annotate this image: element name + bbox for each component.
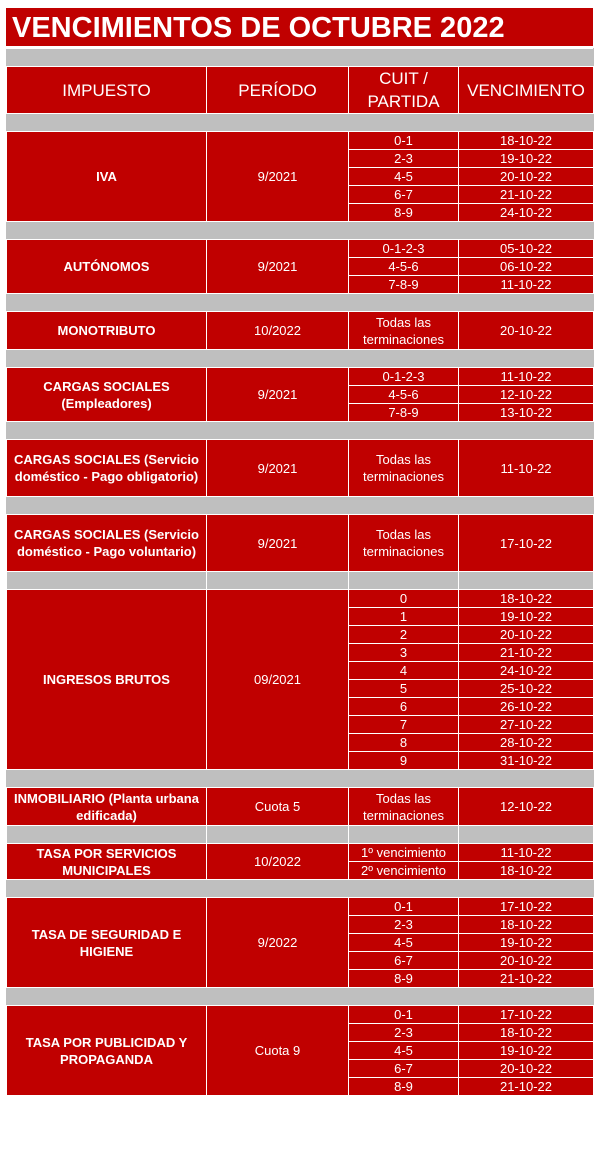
- tax-name: IVA: [7, 132, 207, 222]
- tax-period: 9/2021: [207, 440, 349, 497]
- cuit-termination: 0-1: [349, 898, 459, 916]
- cuit-termination: 1º vencimiento: [349, 844, 459, 862]
- spacer-row: [7, 114, 594, 132]
- header-periodo: PERÍODO: [207, 67, 349, 114]
- table-row: [7, 240, 594, 258]
- due-date: 20-10-22: [459, 952, 594, 970]
- due-date: 20-10-22: [459, 626, 594, 644]
- due-date: 11-10-22: [459, 440, 594, 497]
- due-date: 20-10-22: [459, 312, 594, 350]
- due-date: 31-10-22: [459, 752, 594, 770]
- cuit-termination: 1: [349, 608, 459, 626]
- cuit-termination: 4-5: [349, 168, 459, 186]
- due-date: 18-10-22: [459, 862, 594, 880]
- table-row: [7, 368, 594, 386]
- due-date: 18-10-22: [459, 1024, 594, 1042]
- due-date: 11-10-22: [459, 844, 594, 862]
- tax-name: CARGAS SOCIALES (Servicio doméstico - Pago voluntario): [7, 515, 207, 572]
- cuit-termination: Todas las terminaciones: [349, 515, 459, 572]
- tax-period: 9/2021: [207, 515, 349, 572]
- cuit-termination: 7-8-9: [349, 276, 459, 294]
- spacer-row: [7, 826, 594, 844]
- due-date: 18-10-22: [459, 132, 594, 150]
- table-row: [7, 1006, 594, 1024]
- tax-period: 9/2021: [207, 368, 349, 422]
- due-date: 20-10-22: [459, 168, 594, 186]
- due-date: 18-10-22: [459, 590, 594, 608]
- due-dates-table: [6, 48, 594, 1096]
- cuit-termination: 8-9: [349, 1078, 459, 1096]
- cuit-termination: 4-5-6: [349, 258, 459, 276]
- tax-name: INGRESOS BRUTOS: [7, 590, 207, 770]
- due-date: 12-10-22: [459, 788, 594, 826]
- tax-name: CARGAS SOCIALES (Empleadores): [7, 368, 207, 422]
- header-cuit: CUIT / PARTIDA: [349, 67, 459, 114]
- cuit-termination: 4: [349, 662, 459, 680]
- cuit-termination: 4-5: [349, 934, 459, 952]
- cuit-termination: 7: [349, 716, 459, 734]
- tax-name: TASA DE SEGURIDAD E HIGIENE: [7, 898, 207, 988]
- cuit-termination: 2: [349, 626, 459, 644]
- tax-period: 10/2022: [207, 312, 349, 350]
- cuit-termination: 6-7: [349, 952, 459, 970]
- cuit-termination: 0-1-2-3: [349, 240, 459, 258]
- header-vencimiento: VENCIMIENTO: [459, 67, 594, 114]
- spacer-row: [7, 422, 594, 440]
- due-date: 21-10-22: [459, 970, 594, 988]
- cuit-termination: 4-5: [349, 1042, 459, 1060]
- spacer-row: [7, 770, 594, 788]
- tax-period: Cuota 5: [207, 788, 349, 826]
- tax-name: INMOBILIARIO (Planta urbana edificada): [7, 788, 207, 826]
- tax-name: TASA POR PUBLICIDAD Y PROPAGANDA: [7, 1006, 207, 1096]
- table-row: [7, 312, 594, 350]
- table-row: [7, 898, 594, 916]
- table-row: [7, 788, 594, 826]
- due-date: 11-10-22: [459, 368, 594, 386]
- cuit-termination: 3: [349, 644, 459, 662]
- due-date: 05-10-22: [459, 240, 594, 258]
- table-row: [7, 515, 594, 572]
- due-date: 21-10-22: [459, 644, 594, 662]
- due-date: 24-10-22: [459, 662, 594, 680]
- cuit-termination: 5: [349, 680, 459, 698]
- cuit-termination: Todas las terminaciones: [349, 312, 459, 350]
- table-row: [7, 132, 594, 150]
- due-date: 25-10-22: [459, 680, 594, 698]
- due-date: 21-10-22: [459, 1078, 594, 1096]
- due-date: 28-10-22: [459, 734, 594, 752]
- due-date: 17-10-22: [459, 515, 594, 572]
- cuit-termination: 8-9: [349, 970, 459, 988]
- spacer-row: [7, 572, 594, 590]
- tax-name: AUTÓNOMOS: [7, 240, 207, 294]
- tax-period: 9/2021: [207, 240, 349, 294]
- due-date: 17-10-22: [459, 898, 594, 916]
- tax-name: MONOTRIBUTO: [7, 312, 207, 350]
- cuit-termination: 0-1-2-3: [349, 368, 459, 386]
- header-impuesto: IMPUESTO: [7, 67, 207, 114]
- due-date: 19-10-22: [459, 150, 594, 168]
- cuit-termination: 0-1: [349, 132, 459, 150]
- spacer-row: [7, 49, 594, 67]
- due-date: 19-10-22: [459, 608, 594, 626]
- cuit-termination: 7-8-9: [349, 404, 459, 422]
- cuit-termination: 4-5-6: [349, 386, 459, 404]
- tax-period: 09/2021: [207, 590, 349, 770]
- cuit-termination: Todas las terminaciones: [349, 788, 459, 826]
- spacer-row: [7, 294, 594, 312]
- table-row: [7, 440, 594, 497]
- cuit-termination: 6: [349, 698, 459, 716]
- due-date: 13-10-22: [459, 404, 594, 422]
- due-date: 12-10-22: [459, 386, 594, 404]
- tax-name: CARGAS SOCIALES (Servicio doméstico - Pago obligatorio): [7, 440, 207, 497]
- due-date: 19-10-22: [459, 1042, 594, 1060]
- due-date: 27-10-22: [459, 716, 594, 734]
- due-date: 11-10-22: [459, 276, 594, 294]
- spacer-row: [7, 350, 594, 368]
- due-date: 18-10-22: [459, 916, 594, 934]
- due-date: 06-10-22: [459, 258, 594, 276]
- cuit-termination: 9: [349, 752, 459, 770]
- table-row: [7, 844, 594, 862]
- due-date: 19-10-22: [459, 934, 594, 952]
- due-date: 24-10-22: [459, 204, 594, 222]
- header-row: [7, 67, 594, 114]
- table-row: [7, 590, 594, 608]
- spacer-row: [7, 988, 594, 1006]
- cuit-termination: 0-1: [349, 1006, 459, 1024]
- spacer-row: [7, 222, 594, 240]
- tax-period: 9/2021: [207, 132, 349, 222]
- tax-period: Cuota 9: [207, 1006, 349, 1096]
- cuit-termination: 8-9: [349, 204, 459, 222]
- tax-name: TASA POR SERVICIOS MUNICIPALES: [7, 844, 207, 880]
- cuit-termination: Todas las terminaciones: [349, 440, 459, 497]
- cuit-termination: 6-7: [349, 1060, 459, 1078]
- due-date: 21-10-22: [459, 186, 594, 204]
- due-date: 17-10-22: [459, 1006, 594, 1024]
- cuit-termination: 0: [349, 590, 459, 608]
- spacer-row: [7, 880, 594, 898]
- cuit-termination: 2-3: [349, 150, 459, 168]
- due-date: 26-10-22: [459, 698, 594, 716]
- tax-period: 9/2022: [207, 898, 349, 988]
- due-date: 20-10-22: [459, 1060, 594, 1078]
- page-title: VENCIMIENTOS DE OCTUBRE 2022: [6, 8, 593, 46]
- cuit-termination: 8: [349, 734, 459, 752]
- cuit-termination: 2º vencimiento: [349, 862, 459, 880]
- cuit-termination: 2-3: [349, 1024, 459, 1042]
- cuit-termination: 2-3: [349, 916, 459, 934]
- cuit-termination: 6-7: [349, 186, 459, 204]
- spacer-row: [7, 497, 594, 515]
- tax-period: 10/2022: [207, 844, 349, 880]
